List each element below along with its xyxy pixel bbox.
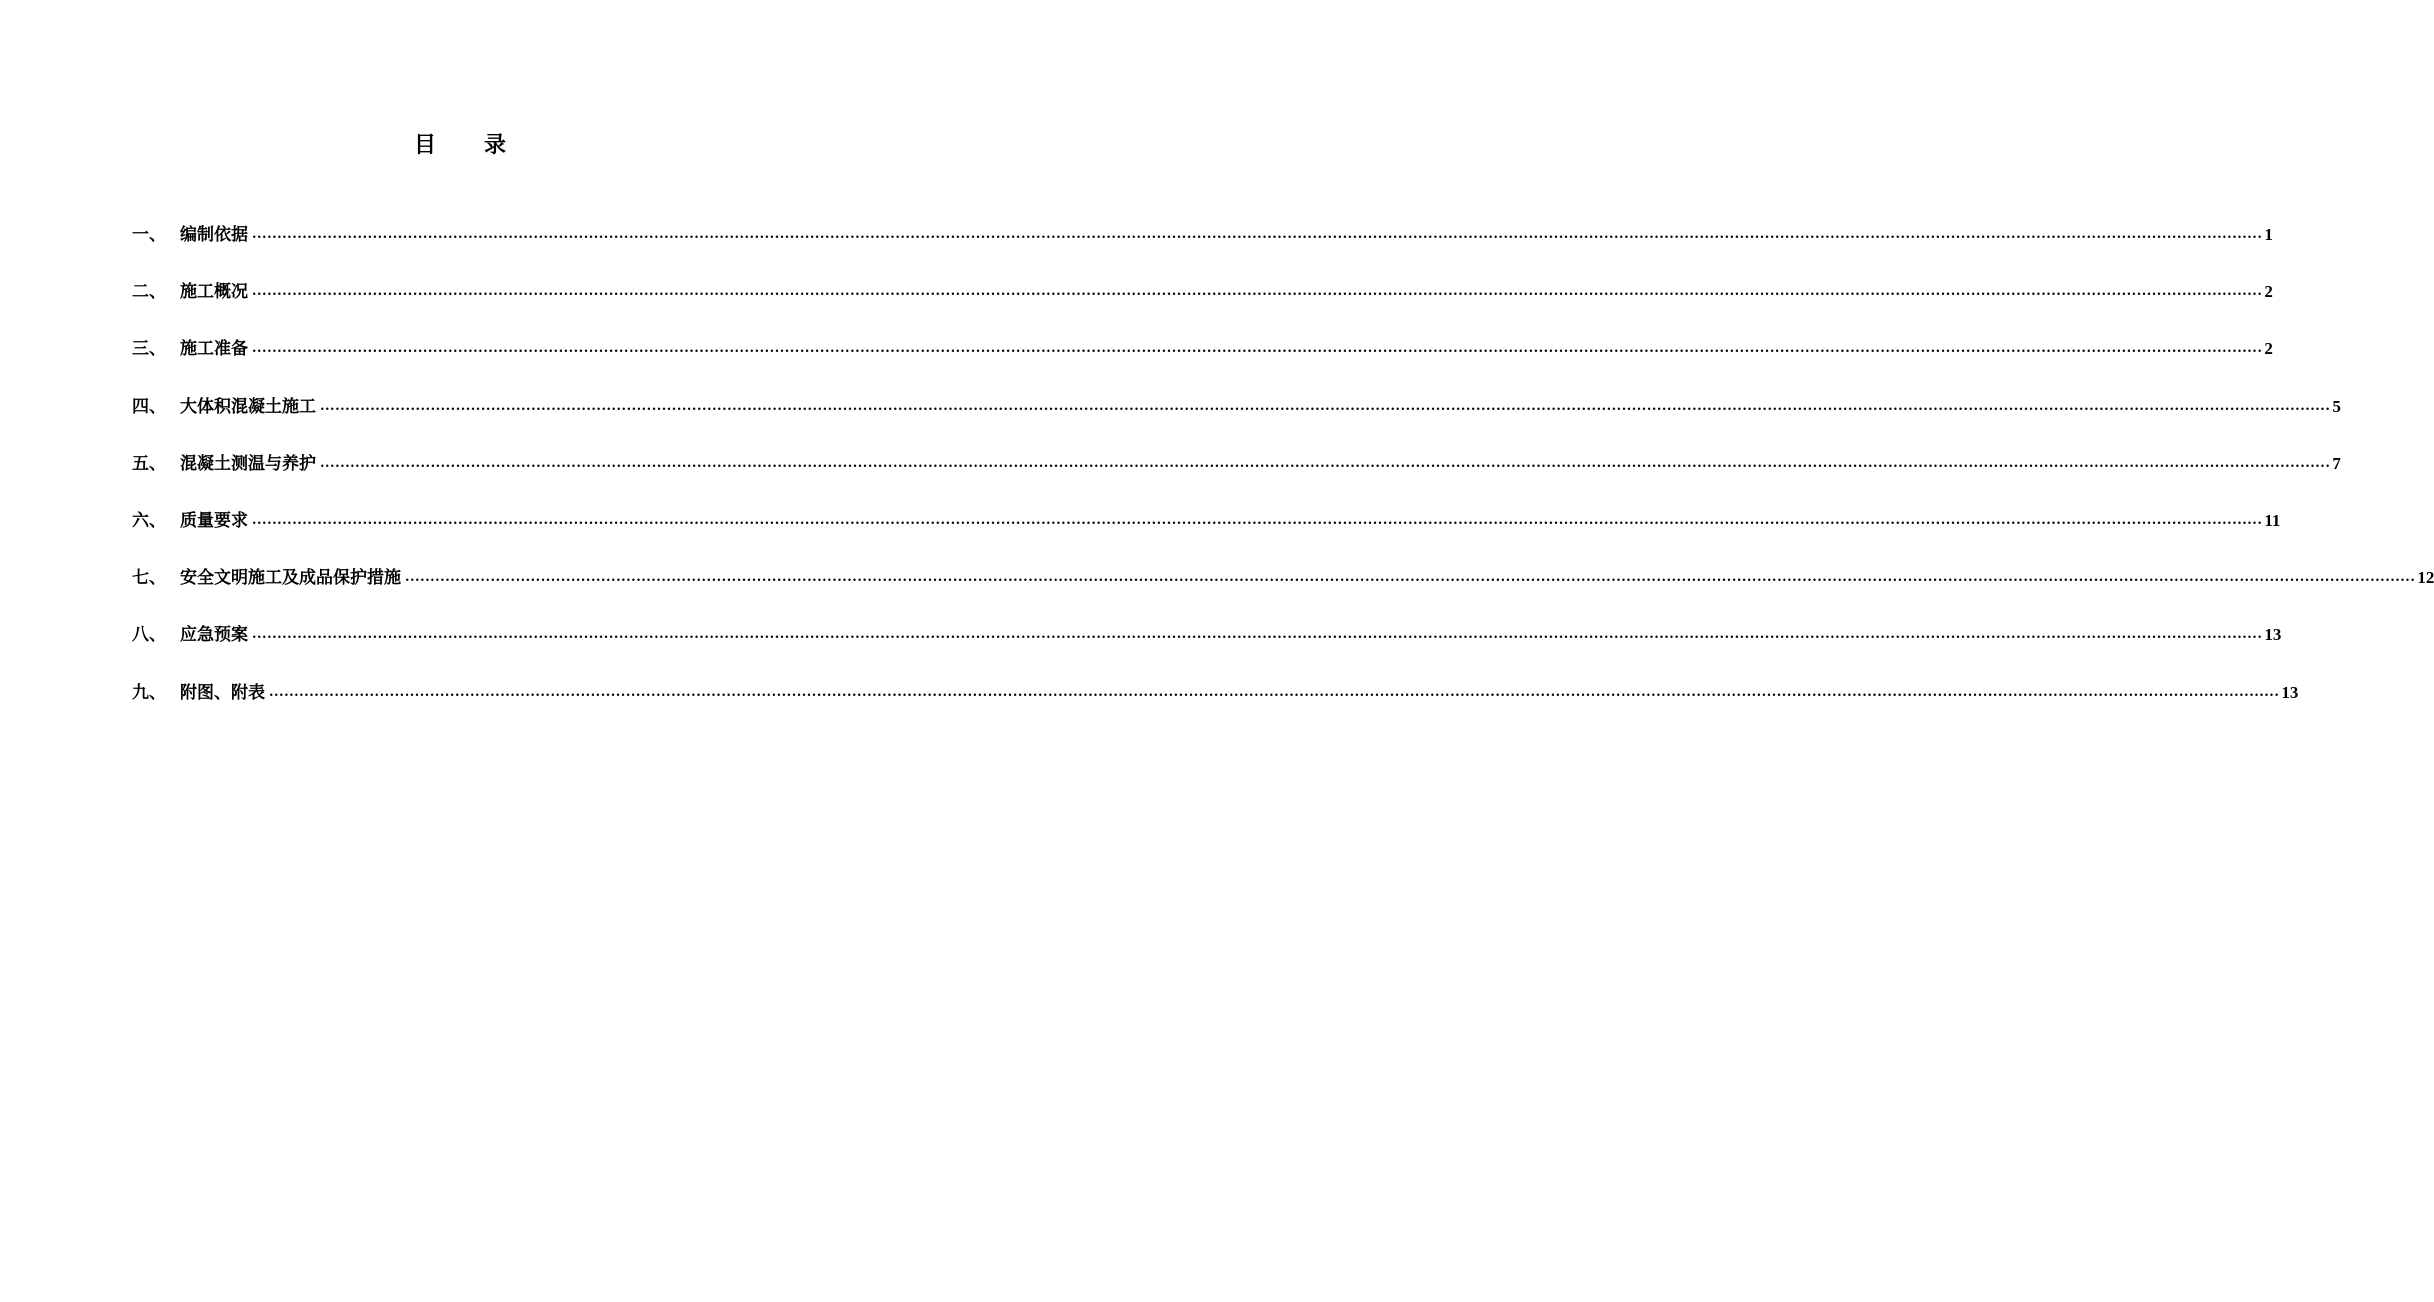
toc-entry-page: 2 xyxy=(2264,339,2273,359)
toc-entry[interactable] xyxy=(132,509,2281,566)
toc-title-char-2: 录 xyxy=(484,132,507,158)
toc-entry-page: 12 xyxy=(2417,568,2434,588)
toc-entry-number: 九、 xyxy=(132,682,166,703)
toc-entry-leader: ................................................................................................................................................................................................................................................................................................................................................................................................................ xyxy=(269,684,2280,700)
toc-entry[interactable] xyxy=(132,681,2299,738)
toc-entry-title: 施工准备 xyxy=(180,339,248,360)
toc-entry[interactable] xyxy=(132,337,2273,394)
toc-entry[interactable] xyxy=(132,452,2341,509)
toc-entry-page: 5 xyxy=(2332,396,2341,416)
toc-entry-number: 三、 xyxy=(132,339,166,360)
toc-entry[interactable] xyxy=(132,623,2282,680)
toc-entry-title: 编制依据 xyxy=(180,225,248,245)
toc-entry-number: 八、 xyxy=(132,625,166,646)
toc-entry-title: 应急预案 xyxy=(180,625,248,646)
toc-entry-leader: ................................................................................................................................................................................................................................................................................................................................................................................................................ xyxy=(320,455,2331,471)
toc-entry-number: 四、 xyxy=(132,396,166,417)
toc-entry-number: 七、 xyxy=(132,568,166,589)
toc-entry-leader: ................................................................................................................................................................................................................................................................................................................................................................................................................ xyxy=(405,570,2416,586)
toc-entry-page: 7 xyxy=(2332,453,2341,473)
toc-title-char-1: 目 xyxy=(413,132,436,158)
toc-entry-leader: ................................................................................................................................................................................................................................................................................................................................................................................................................ xyxy=(252,227,2263,242)
toc-entry-number: 二、 xyxy=(132,282,166,303)
toc-entry-leader: ................................................................................................................................................................................................................................................................................................................................................................................................................ xyxy=(252,284,2263,300)
toc-entry-page: 1 xyxy=(2264,225,2273,244)
toc-entry-number: 六、 xyxy=(132,510,166,531)
toc-entry-page: 2 xyxy=(2264,282,2273,302)
toc-entry-page: 11 xyxy=(2264,510,2281,530)
toc-entry-leader: ................................................................................................................................................................................................................................................................................................................................................................................................................ xyxy=(252,341,2263,357)
toc-entry-title: 大体积混凝土施工 xyxy=(180,396,316,417)
toc-entry[interactable] xyxy=(132,566,2434,623)
toc-list xyxy=(132,223,2434,738)
toc-entry-leader: ................................................................................................................................................................................................................................................................................................................................................................................................................ xyxy=(252,627,2263,643)
toc-entry-leader: ................................................................................................................................................................................................................................................................................................................................................................................................................ xyxy=(320,398,2331,414)
toc-entry-page: 13 xyxy=(2281,682,2299,702)
toc-entry[interactable] xyxy=(132,223,2273,280)
toc-entry-title: 安全文明施工及成品保护措施 xyxy=(180,568,401,589)
toc-entry-page: 13 xyxy=(2264,625,2282,645)
toc-entry-title: 质量要求 xyxy=(180,510,248,531)
toc-entry-number: 一、 xyxy=(132,225,166,245)
toc-entry-title: 附图、附表 xyxy=(180,682,265,703)
toc-entry-title: 混凝土测温与养护 xyxy=(180,453,316,474)
toc-title xyxy=(0,128,920,159)
toc-entry[interactable] xyxy=(132,280,2273,337)
toc-entry-title: 施工概况 xyxy=(180,282,248,303)
toc-entry[interactable] xyxy=(132,395,2341,452)
toc-entry-leader: ................................................................................................................................................................................................................................................................................................................................................................................................................ xyxy=(252,512,2263,528)
toc-entry-number: 五、 xyxy=(132,453,166,474)
